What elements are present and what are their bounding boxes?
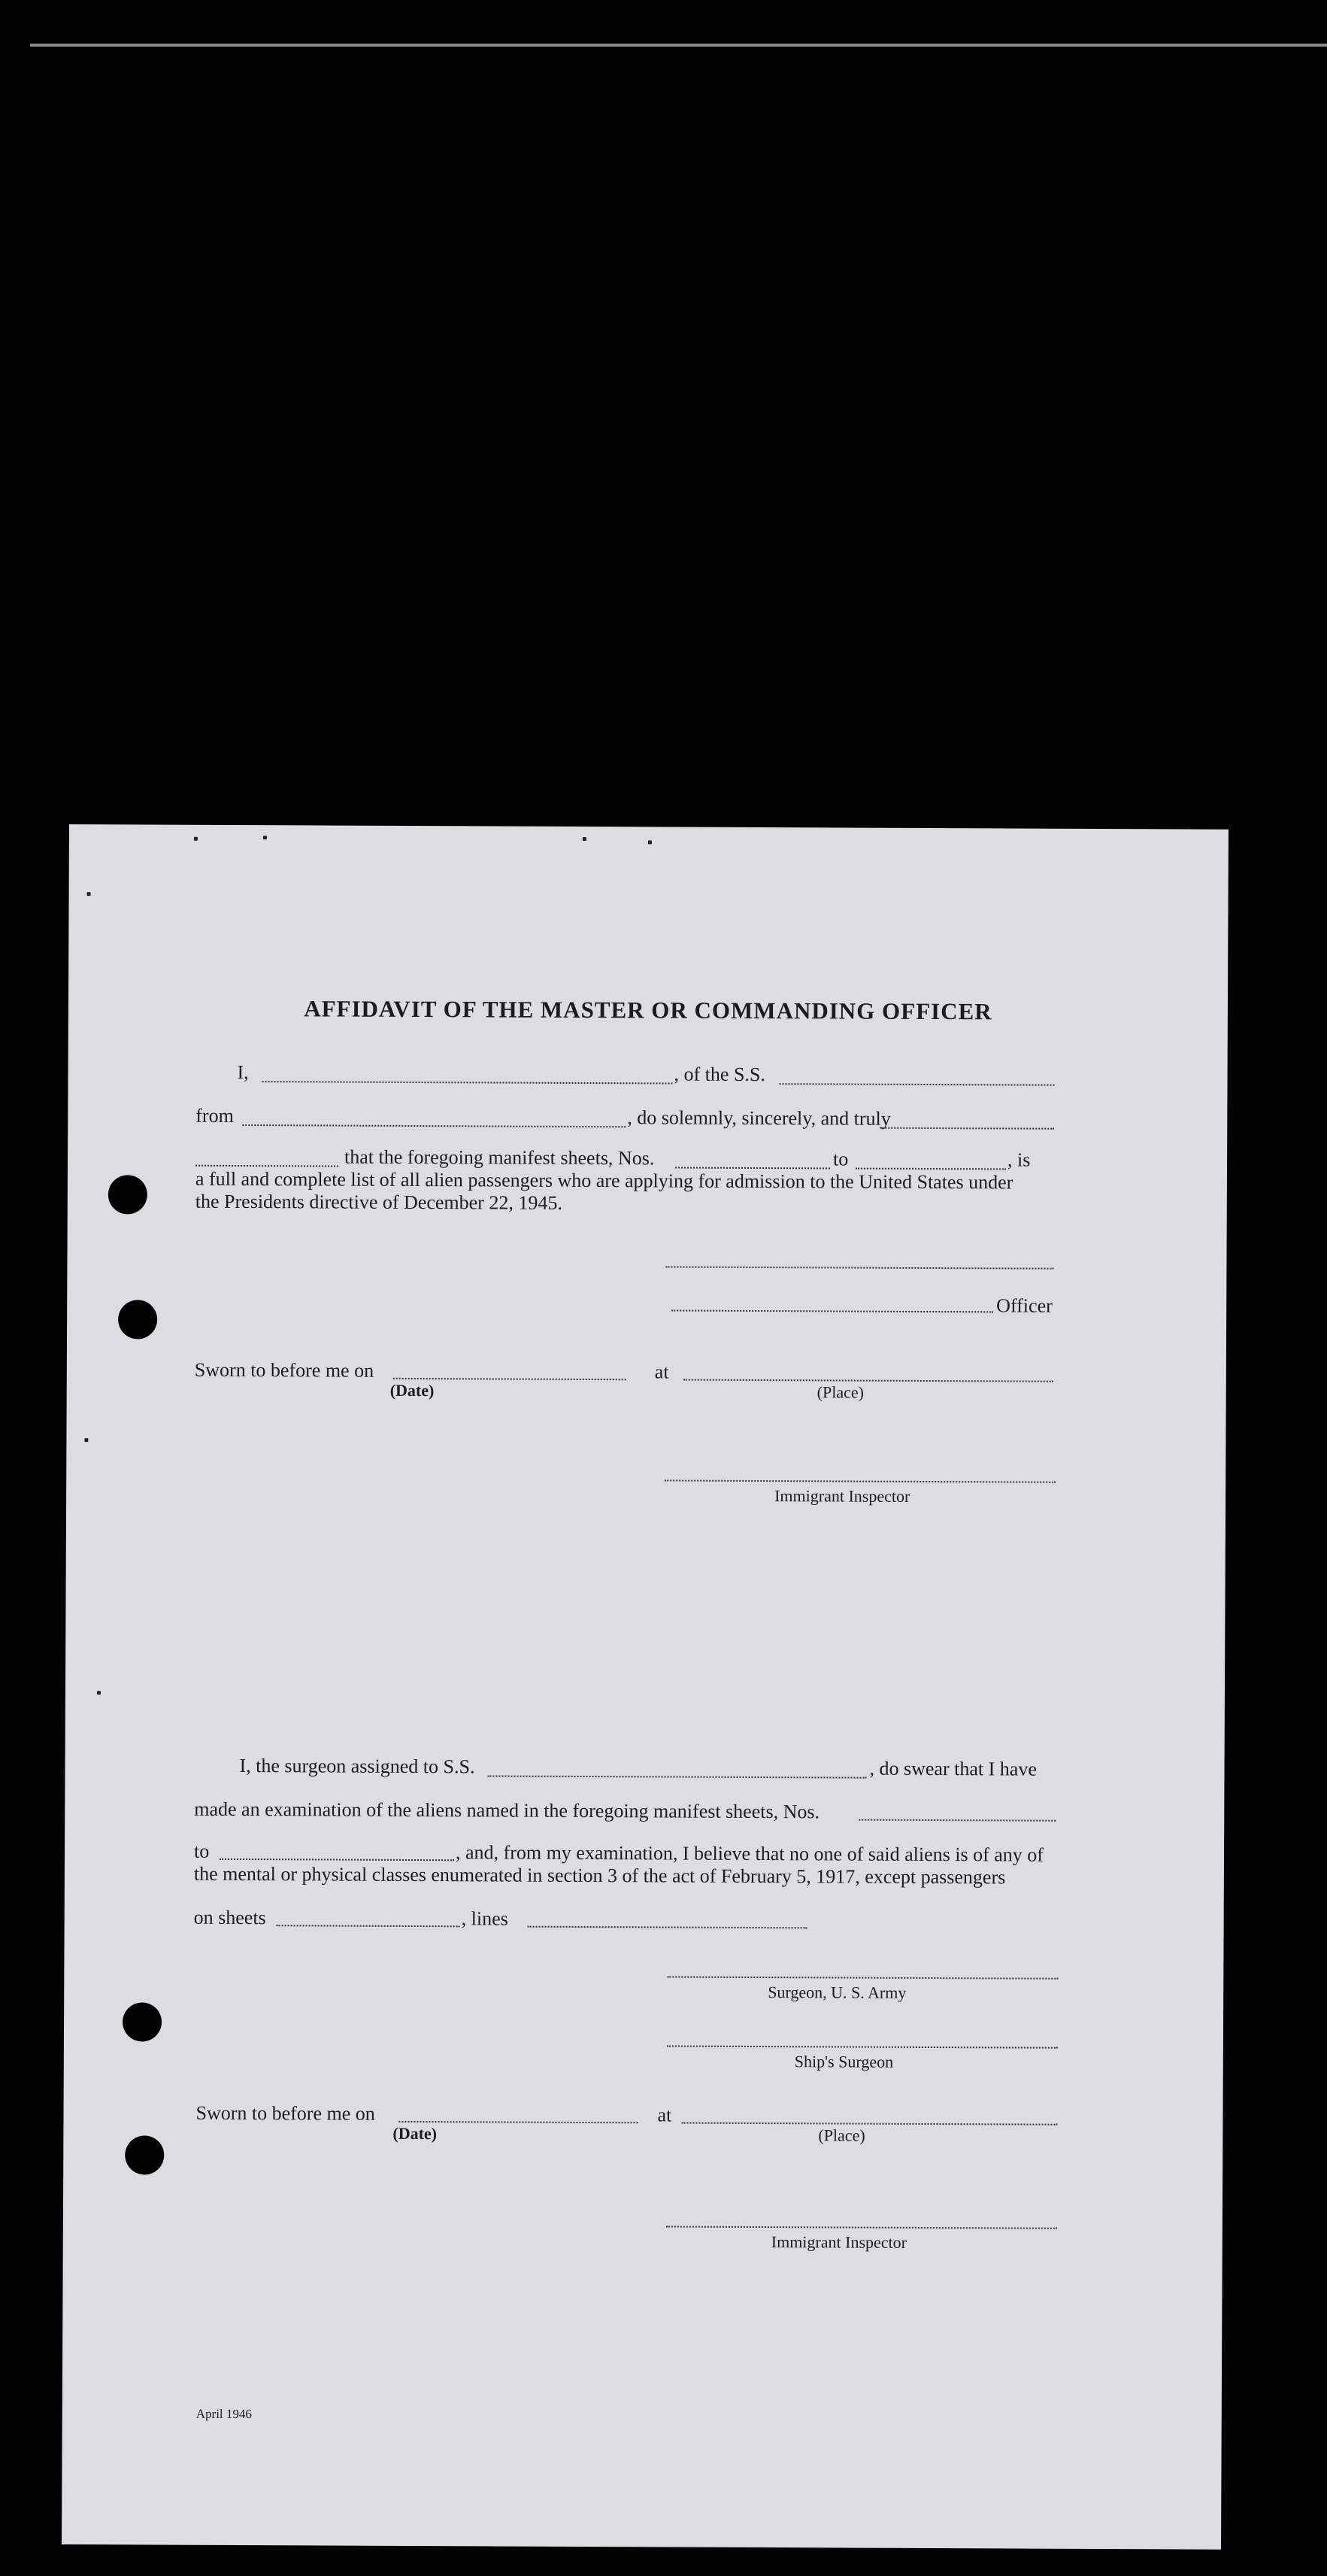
surgeon-line1-end: , do swear that I have xyxy=(869,1757,1037,1780)
surgeon-line3-end: , and, from my examination, I believe that no one of said aliens is of any of xyxy=(455,1841,1044,1866)
master-line1-mid: , of the S.S. xyxy=(674,1063,765,1086)
surgeon-line4: the mental or physical classes enumerated in section 3 of the act of February 5, 1917, except passengers xyxy=(193,1862,1006,1889)
surgeon-date-caption: (Date) xyxy=(392,2123,438,2144)
master-line5: the Presidents directive of December 22, 1945. xyxy=(195,1190,562,1214)
scan-speck xyxy=(87,892,91,896)
surgeon-ship-blank[interactable] xyxy=(487,1775,866,1778)
punch-hole xyxy=(118,1300,157,1339)
officer-label: Officer xyxy=(996,1294,1053,1317)
master-name-blank[interactable] xyxy=(262,1081,673,1084)
sheet-to-blank[interactable] xyxy=(856,1168,1006,1170)
scan-speck xyxy=(97,1691,101,1695)
scan-speck xyxy=(194,837,198,841)
surgeon-sworn-place-blank[interactable] xyxy=(681,2122,1057,2125)
surgeon-line5-mid: , lines xyxy=(461,1907,508,1930)
scan-edge-line xyxy=(30,44,1327,47)
surgeon-inspector-signature-blank[interactable] xyxy=(666,2226,1057,2229)
surgeon-line2: made an examination of the aliens named in the foregoing manifest sheets, Nos. xyxy=(194,1798,820,1823)
punch-hole xyxy=(108,1175,147,1214)
master-date-caption: (Date) xyxy=(389,1380,435,1400)
master-at-label: at xyxy=(654,1361,669,1383)
master-line1-start: I, xyxy=(237,1060,249,1084)
surgeon-sheet-from-blank[interactable] xyxy=(859,1819,1056,1822)
affidavit-title: AFFIDAVIT OF THE MASTER OR COMMANDING OFFICER xyxy=(304,995,992,1025)
scan-speck xyxy=(84,1438,88,1442)
surgeon-sworn-label: Sworn to before me on xyxy=(195,2101,375,2125)
surgeon-inspector-caption: Immigrant Inspector xyxy=(771,2232,907,2252)
exception-sheets-blank[interactable] xyxy=(277,1925,460,1927)
punch-hole xyxy=(123,2002,162,2041)
surgeon-line1-start: I, the surgeon assigned to S.S. xyxy=(239,1755,475,1778)
ship-surgeon-signature-blank[interactable] xyxy=(667,2045,1058,2048)
surgeon-sworn-date-blank[interactable] xyxy=(398,2121,638,2123)
master-sworn-label: Sworn to before me on xyxy=(194,1358,374,1382)
master-line3-blank[interactable] xyxy=(195,1165,338,1167)
scan-speck xyxy=(583,837,586,841)
form-page xyxy=(62,824,1229,2550)
master-inspector-signature-blank[interactable] xyxy=(665,1479,1056,1482)
surgeon-at-label: at xyxy=(657,2104,672,2126)
master-line3-mid: that the foregoing manifest sheets, Nos. xyxy=(344,1145,655,1170)
master-line2-start: from xyxy=(195,1104,234,1127)
master-line3-to: to xyxy=(833,1148,849,1170)
master-line3-end: , is xyxy=(1007,1148,1031,1171)
master-inspector-caption: Immigrant Inspector xyxy=(774,1486,910,1506)
master-line2-mid: , do solemnly, sincerely, and truly xyxy=(627,1106,891,1130)
master-sworn-date-blank[interactable] xyxy=(393,1378,626,1380)
surgeon-line3-start: to xyxy=(193,1840,210,1862)
master-line4: a full and complete list of all alien passengers who are applying for admission to the United States under xyxy=(195,1167,1013,1194)
master-signature-blank[interactable] xyxy=(665,1266,1053,1269)
army-surgeon-caption: Surgeon, U. S. Army xyxy=(768,1983,907,2002)
surgeon-sheet-to-blank[interactable] xyxy=(220,1858,454,1861)
master-line2-blank[interactable] xyxy=(880,1127,1054,1130)
master-sworn-place-blank[interactable] xyxy=(683,1379,1053,1382)
form-date: April 1946 xyxy=(195,2406,252,2422)
exception-lines-blank[interactable] xyxy=(528,1926,807,1929)
sheet-from-blank[interactable] xyxy=(675,1167,830,1170)
master-place-caption: (Place) xyxy=(816,1382,865,1402)
ship-name-blank[interactable] xyxy=(779,1083,1054,1086)
surgeon-line5-start: on sheets xyxy=(193,1906,266,1929)
surgeon-place-caption: (Place) xyxy=(818,2125,865,2145)
ship-surgeon-caption: Ship's Surgeon xyxy=(794,2052,894,2071)
army-surgeon-signature-blank[interactable] xyxy=(667,1976,1058,1979)
scan-speck xyxy=(648,840,652,844)
departure-port-blank[interactable] xyxy=(242,1124,626,1127)
scan-speck xyxy=(263,836,267,839)
punch-hole xyxy=(125,2135,164,2174)
officer-signature-blank[interactable] xyxy=(671,1310,993,1313)
